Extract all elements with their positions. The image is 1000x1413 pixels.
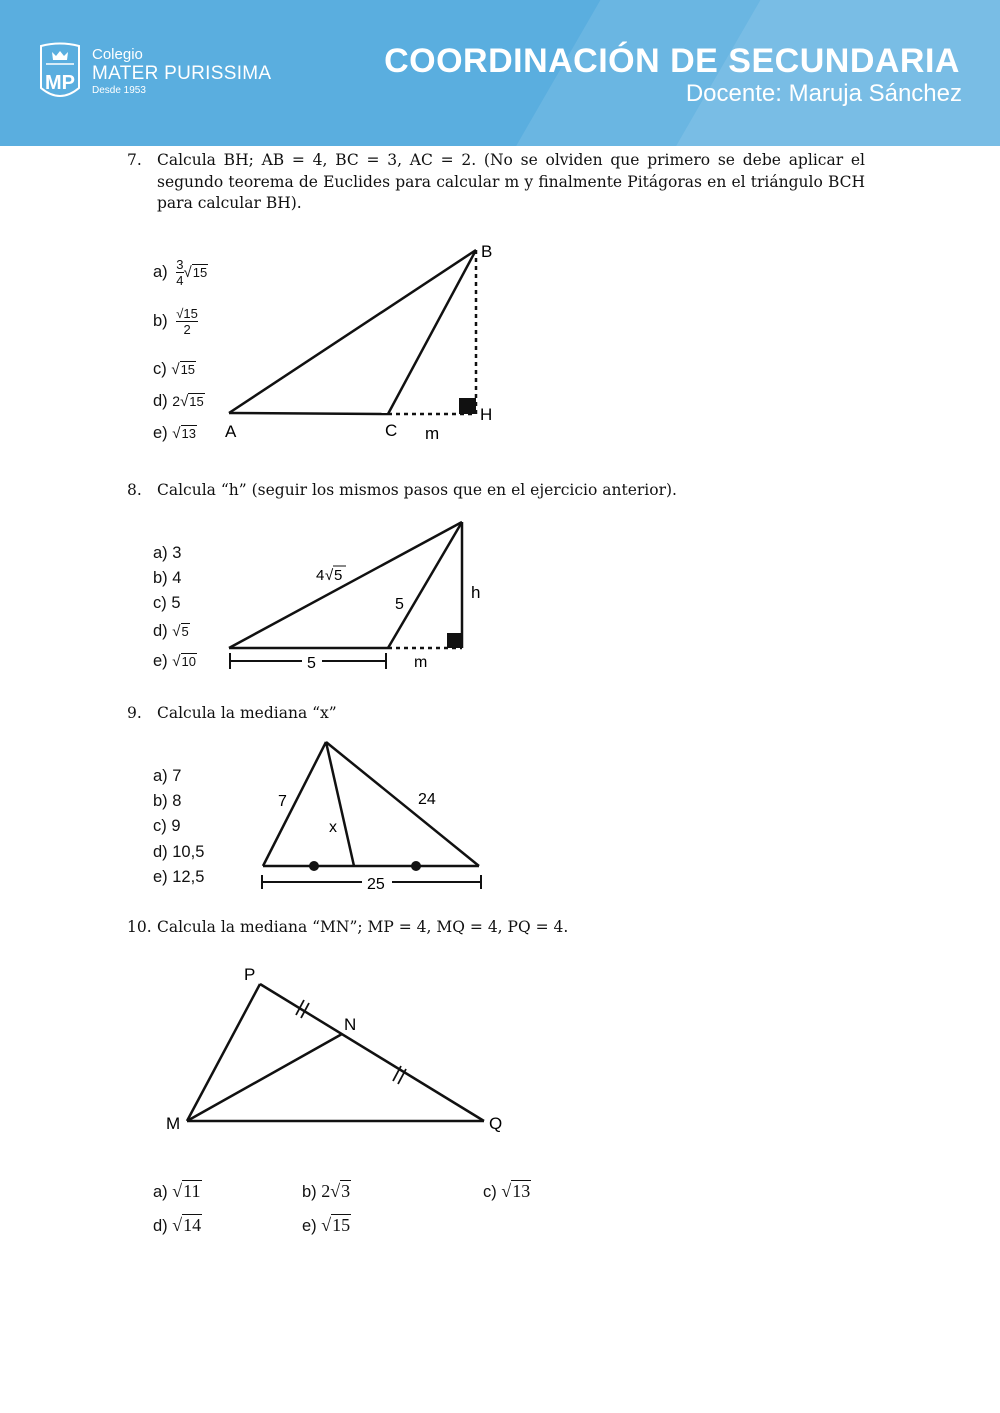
radicand: 11 bbox=[183, 1181, 201, 1201]
radicand: 15 bbox=[180, 362, 196, 377]
option-label: b) bbox=[153, 311, 168, 330]
radical: √3 bbox=[330, 1181, 351, 1201]
radicand: 15 bbox=[332, 1215, 351, 1235]
option-label: e) bbox=[153, 652, 168, 670]
segment-m: m bbox=[425, 424, 440, 443]
radicand: 3 bbox=[341, 1181, 351, 1201]
option-label: d) bbox=[153, 392, 168, 410]
option-label: d) bbox=[153, 622, 168, 640]
q10-option-e[interactable] bbox=[302, 1215, 351, 1236]
base-label: 5 bbox=[307, 655, 316, 672]
option-label: c) 9 bbox=[153, 817, 181, 835]
radical: √14 bbox=[172, 1215, 202, 1235]
option-label: a) bbox=[153, 1183, 168, 1201]
option-label: c) bbox=[483, 1183, 497, 1201]
radical: √11 bbox=[172, 1181, 201, 1201]
option-label: a) 3 bbox=[153, 544, 182, 562]
radical: √15 bbox=[171, 361, 196, 378]
question-number: 8. bbox=[127, 481, 142, 499]
denominator: 2 bbox=[176, 321, 198, 337]
question-text: Calcula la mediana “MN”; MP = 4, MQ = 4, PQ = 4. bbox=[157, 918, 569, 936]
option-label: e) bbox=[302, 1217, 317, 1235]
side-pq bbox=[260, 984, 484, 1121]
left-label: 7 bbox=[278, 793, 287, 810]
numerator: √15 bbox=[176, 306, 198, 321]
numerator: 3 bbox=[176, 257, 184, 272]
question-text: Calcula la mediana “x” bbox=[157, 704, 337, 722]
option-label: c) 5 bbox=[153, 594, 181, 612]
radical: √15 bbox=[321, 1215, 351, 1235]
radicand: 14 bbox=[183, 1215, 202, 1235]
radical: √13 bbox=[501, 1181, 531, 1201]
option-label: d) bbox=[153, 1217, 168, 1235]
question-number: 10. bbox=[127, 918, 152, 936]
question-text: Calcula BH; AB = 4, BC = 3, AC = 2. (No se olviden que primero se debe aplicar el segundo teorema de Euclides para calcular m y finalmente Pitágoras en el triángulo BCH para calcular BH). bbox=[157, 151, 865, 212]
vertex-m: M bbox=[166, 1114, 181, 1133]
vertex-b: B bbox=[481, 242, 493, 261]
vertex-h: H bbox=[480, 405, 493, 424]
denominator: 4 bbox=[176, 273, 184, 288]
school-line1: Colegio bbox=[92, 46, 143, 63]
vertex-q: Q bbox=[489, 1114, 503, 1133]
vertex-c: C bbox=[385, 421, 398, 440]
right-label: 24 bbox=[418, 791, 436, 808]
option-label: c) bbox=[153, 360, 167, 378]
radicand: 13 bbox=[512, 1181, 531, 1201]
m-label: m bbox=[414, 654, 428, 671]
coefficient: 2 bbox=[172, 393, 181, 409]
radicand: 15 bbox=[189, 394, 204, 409]
radical: √5 bbox=[172, 623, 189, 640]
question-number: 9. bbox=[127, 704, 142, 722]
school-line2: MATER PURISSIMA bbox=[92, 63, 272, 84]
q10-option-c[interactable] bbox=[483, 1181, 531, 1202]
radical: √15 bbox=[183, 263, 208, 281]
option-label: e) 12,5 bbox=[153, 868, 205, 886]
inner-label: 5 bbox=[395, 596, 404, 613]
radicand: 13 bbox=[181, 426, 196, 441]
option-label: a) 7 bbox=[153, 767, 182, 785]
radical: √10 bbox=[172, 653, 196, 670]
hypotenuse-root: √ bbox=[325, 567, 334, 584]
vertex-a: A bbox=[225, 422, 237, 441]
q10-option-b[interactable] bbox=[302, 1181, 351, 1202]
question-text: Calcula “h” (seguir los mismos pasos que en el ejercicio anterior). bbox=[157, 481, 677, 499]
option-label: b) 8 bbox=[153, 792, 182, 810]
radicand: 15 bbox=[192, 264, 208, 280]
radicand: 10 bbox=[181, 654, 196, 669]
option-label: b) 4 bbox=[153, 569, 182, 587]
option-label: a) bbox=[153, 262, 168, 281]
q10-option-a[interactable] bbox=[153, 1181, 202, 1202]
option-label: e) bbox=[153, 424, 168, 442]
height-label: h bbox=[471, 583, 481, 602]
radicand: 5 bbox=[181, 624, 189, 639]
hypotenuse-radicand: 5 bbox=[334, 567, 343, 584]
coefficient: 2 bbox=[321, 1181, 331, 1201]
page-title: COORDINACIÓN DE SECUNDARIA bbox=[384, 42, 960, 80]
option-label: b) bbox=[302, 1183, 317, 1201]
page-subtitle: Docente: Maruja Sánchez bbox=[685, 80, 962, 107]
radical: √15 bbox=[180, 393, 204, 410]
option-label: d) 10,5 bbox=[153, 843, 205, 861]
vertex-p: P bbox=[244, 965, 256, 984]
median-label: x bbox=[329, 819, 337, 836]
school-line3: Desde 1953 bbox=[92, 85, 146, 96]
base-label: 25 bbox=[367, 876, 385, 893]
hypotenuse-coef: 4 bbox=[316, 567, 325, 584]
svg-text:MP: MP bbox=[45, 72, 75, 94]
question-number: 7. bbox=[127, 151, 142, 169]
radical: √13 bbox=[172, 425, 196, 442]
vertex-n: N bbox=[344, 1015, 357, 1034]
q10-option-d[interactable] bbox=[153, 1215, 202, 1236]
